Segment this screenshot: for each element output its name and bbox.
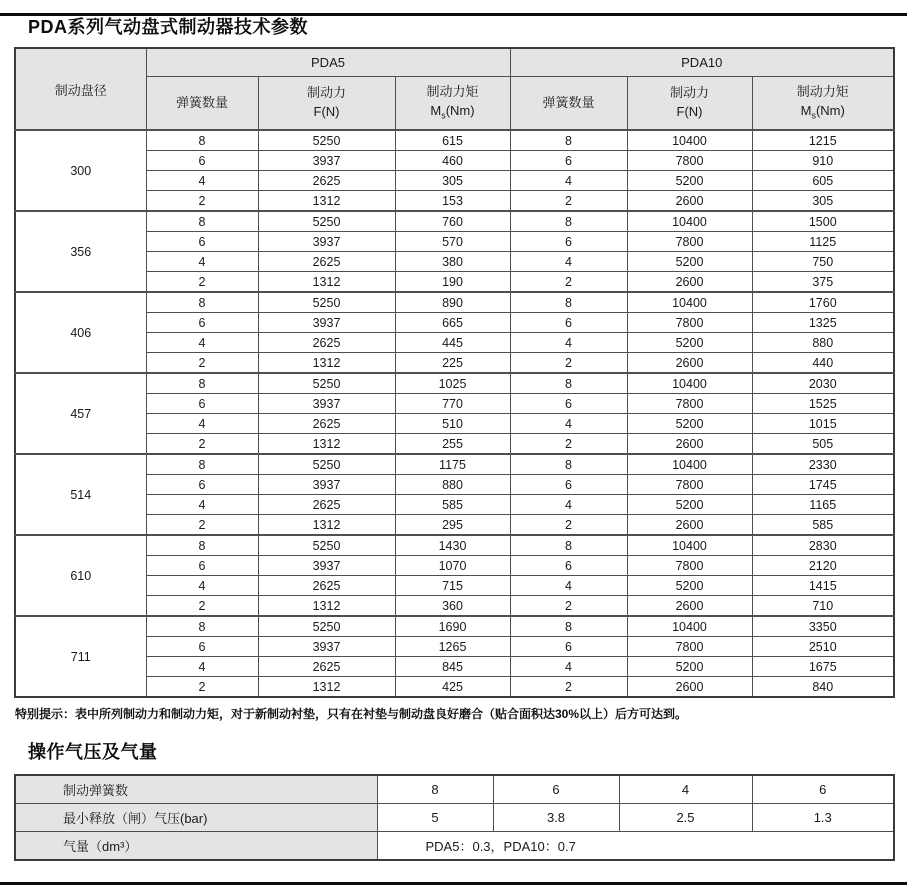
brake-force-header [258,77,395,131]
data-row [15,556,894,576]
brake-force-cell: 10400 [627,373,752,394]
brake-force-cell: 1312 [258,677,395,698]
value-cell: 2.5 [619,804,752,832]
spring-count-cell: 4 [146,414,258,434]
data-row [15,191,894,212]
brake-torque-cell: 890 [395,292,510,313]
brake-torque-cell: 1690 [395,616,510,637]
brake-torque-cell: 585 [395,495,510,515]
brake-force-cell: 2600 [627,596,752,617]
row-label: 最小释放（闸）气压(bar) [15,804,377,832]
value-cell: 8 [377,775,493,804]
brake-force-cell: 2625 [258,252,395,272]
row-label: 气量（dm³） [15,832,377,861]
spring-count-cell: 4 [146,171,258,191]
brake-torque-cell: 760 [395,211,510,232]
diameter-cell: 514 [15,454,146,535]
brake-torque-cell: 2030 [752,373,894,394]
brake-torque-cell: 305 [395,171,510,191]
brake-torque-cell: 1125 [752,232,894,252]
spring-count-cell: 6 [146,556,258,576]
brake-force-cell: 10400 [627,130,752,151]
spring-count-cell: 6 [510,232,627,252]
spring-count-cell: 6 [510,556,627,576]
corner-header: 制动盘径 [15,48,146,130]
spring-count-cell: 4 [510,333,627,353]
brake-force-cell: 5250 [258,616,395,637]
spring-count-cell: 4 [510,576,627,596]
data-row [15,576,894,596]
brake-force-cell: 10400 [627,211,752,232]
brake-torque-cell: 665 [395,313,510,333]
brake-torque-cell: 1415 [752,576,894,596]
spring-count-cell: 6 [146,151,258,171]
parameters-table-header [15,48,894,130]
brake-force-cell: 5200 [627,252,752,272]
data-row [15,535,894,556]
data-row [15,211,894,232]
brake-force-cell: 3937 [258,637,395,657]
brake-force-cell: 3937 [258,394,395,414]
value-cell: 6 [493,775,619,804]
air-volume-row [15,832,894,861]
brake-torque-cell: 1525 [752,394,894,414]
data-row [15,171,894,191]
data-row [15,677,894,698]
brake-force-cell: 10400 [627,535,752,556]
data-row [15,475,894,495]
data-row [15,414,894,434]
brake-torque-cell: 615 [395,130,510,151]
brake-torque-cell: 190 [395,272,510,293]
brake-torque-cell: 1760 [752,292,894,313]
brake-force-cell: 2625 [258,171,395,191]
brake-torque-cell: 305 [752,191,894,212]
data-row [15,313,894,333]
spring-count-cell: 6 [146,475,258,495]
min-release-pressure-row [15,804,894,832]
data-row [15,454,894,475]
spring-count-cell: 2 [146,191,258,212]
brake-torque-header [752,77,894,131]
section-title-pressure: 操作气压及气量 [28,742,158,762]
value-cell: 4 [619,775,752,804]
footnote: 特别提示：表中所列制动力和制动力矩，对于新制动衬垫，只有在衬垫与制动盘良好磨合（贴合面积达30%以上）后方可达到。 [15,707,688,721]
spring-count-cell: 2 [146,353,258,374]
data-row [15,353,894,374]
brake-torque-cell: 255 [395,434,510,455]
brake-torque-cell: 1015 [752,414,894,434]
brake-force-cell: 3937 [258,475,395,495]
pressure-table [14,774,895,861]
spring-count-cell: 6 [146,637,258,657]
spring-count-cell: 2 [146,434,258,455]
header-label: 弹簧数量 [542,94,595,110]
spring-count-cell: 8 [146,454,258,475]
brake-torque-cell: 510 [395,414,510,434]
spring-count-cell: 2 [146,272,258,293]
brake-force-cell: 5200 [627,171,752,191]
spring-count-cell: 8 [146,292,258,313]
brake-force-cell: 1312 [258,596,395,617]
brake-torque-cell: 770 [395,394,510,414]
brake-torque-cell: 153 [395,191,510,212]
spring-count-cell: 2 [146,515,258,536]
data-row [15,130,894,151]
spring-count-cell: 4 [146,252,258,272]
brake-force-cell: 3937 [258,151,395,171]
data-row [15,272,894,293]
brake-force-cell: 5250 [258,454,395,475]
brake-force-cell: 5200 [627,657,752,677]
brake-torque-cell: 225 [395,353,510,374]
spring-count-cell: 8 [510,211,627,232]
brake-force-cell: 5200 [627,333,752,353]
spring-count-cell: 4 [146,495,258,515]
brake-torque-cell: 1175 [395,454,510,475]
data-row [15,232,894,252]
spring-count-cell: 4 [510,657,627,677]
spring-count-header [146,77,258,131]
spring-count-cell: 8 [510,535,627,556]
pda10-group-header: PDA10 [510,48,894,77]
brake-force-cell: 5250 [258,535,395,556]
spring-count-cell: 4 [510,495,627,515]
parameters-table-body [15,130,894,697]
brake-torque-cell: 3350 [752,616,894,637]
header-label: 制动力矩 [796,84,849,100]
pda5-group-header: PDA5 [146,48,510,77]
brake-force-cell: 2600 [627,353,752,374]
brake-torque-cell: 1070 [395,556,510,576]
header-unit: F(N) [676,104,703,119]
value-cell: 6 [752,775,894,804]
brake-force-cell: 5250 [258,373,395,394]
spring-count-cell: 4 [146,333,258,353]
brake-force-cell: 3937 [258,556,395,576]
spring-count-cell: 6 [510,313,627,333]
brake-force-cell: 7800 [627,475,752,495]
spring-count-cell: 8 [146,373,258,394]
brake-torque-cell: 425 [395,677,510,698]
brake-torque-cell: 1025 [395,373,510,394]
header-label: 制动力 [306,85,346,101]
spring-count-cell: 2 [510,677,627,698]
brake-torque-cell: 375 [752,272,894,293]
brake-torque-cell: 2330 [752,454,894,475]
brake-torque-cell: 2120 [752,556,894,576]
data-row [15,151,894,171]
data-row [15,292,894,313]
brake-torque-cell: 1430 [395,535,510,556]
parameters-table [14,47,895,698]
brake-force-cell: 7800 [627,637,752,657]
brake-torque-cell: 570 [395,232,510,252]
brake-force-cell: 2625 [258,333,395,353]
brake-torque-cell: 845 [395,657,510,677]
header-unit: $M_s(Nm)$ [430,103,475,121]
spring-count-cell: 4 [510,171,627,191]
header-unit: F(N) [313,104,340,119]
diameter-cell: 711 [15,616,146,697]
page [0,13,907,887]
spring-count-cell: 2 [510,434,627,455]
data-row [15,333,894,353]
brake-force-cell: 7800 [627,232,752,252]
data-row [15,515,894,536]
spring-count-cell: 2 [510,272,627,293]
brake-force-cell: 2625 [258,576,395,596]
brake-torque-cell: 840 [752,677,894,698]
spring-count-cell: 6 [510,475,627,495]
spring-count-cell: 8 [510,454,627,475]
brake-force-cell: 2600 [627,272,752,293]
spring-count-cell: 4 [146,576,258,596]
brake-torque-cell: 1500 [752,211,894,232]
spring-count-header [510,77,627,131]
brake-force-cell: 2600 [627,677,752,698]
spring-count-cell: 6 [146,232,258,252]
brake-force-cell: 3937 [258,232,395,252]
brake-torque-cell: 1745 [752,475,894,495]
diameter-cell: 457 [15,373,146,454]
brake-torque-cell: 1325 [752,313,894,333]
brake-torque-cell: 360 [395,596,510,617]
brake-torque-cell: 440 [752,353,894,374]
diameter-cell: 356 [15,211,146,292]
brake-force-cell: 1312 [258,272,395,293]
spring-count-cell: 2 [146,596,258,617]
data-row [15,434,894,455]
brake-torque-header [395,77,510,131]
brake-force-cell: 1312 [258,191,395,212]
brake-torque-cell: 1675 [752,657,894,677]
top-border-line [0,13,907,16]
spring-count-cell: 8 [146,535,258,556]
spring-count-cell: 6 [510,637,627,657]
brake-force-cell: 5250 [258,292,395,313]
brake-force-cell: 1312 [258,434,395,455]
brake-torque-cell: 445 [395,333,510,353]
row-label: 制动弹簧数 [15,775,377,804]
spring-count-cell: 6 [510,394,627,414]
brake-force-cell: 2600 [627,191,752,212]
spring-count-cell: 8 [146,211,258,232]
spring-count-cell: 2 [146,677,258,698]
brake-torque-cell: 1165 [752,495,894,515]
brake-force-cell: 3937 [258,313,395,333]
brake-torque-cell: 715 [395,576,510,596]
data-row [15,616,894,637]
brake-torque-cell: 2830 [752,535,894,556]
spring-count-cell: 8 [510,130,627,151]
brake-force-cell: 2625 [258,657,395,677]
brake-force-cell: 1312 [258,353,395,374]
spring-count-cell: 2 [510,191,627,212]
brake-force-cell: 7800 [627,556,752,576]
brake-force-cell: 2625 [258,495,395,515]
brake-force-cell: 10400 [627,292,752,313]
data-row [15,637,894,657]
spring-count-cell: 8 [510,292,627,313]
data-row [15,657,894,677]
value-cell: 5 [377,804,493,832]
air-volume-value: PDA5：0.3，PDA10：0.7 [377,832,894,861]
data-row [15,252,894,272]
brake-torque-cell: 605 [752,171,894,191]
spring-count-row [15,775,894,804]
spring-count-cell: 8 [146,616,258,637]
brake-torque-cell: 295 [395,515,510,536]
brake-torque-cell: 460 [395,151,510,171]
brake-force-cell: 2625 [258,414,395,434]
brake-force-header [627,77,752,131]
brake-force-cell: 7800 [627,313,752,333]
brake-force-cell: 2600 [627,515,752,536]
spring-count-cell: 6 [146,313,258,333]
brake-torque-cell: 1215 [752,130,894,151]
brake-torque-cell: 880 [752,333,894,353]
spring-count-cell: 4 [510,252,627,272]
group-header-row [15,48,894,77]
spring-count-cell: 6 [510,151,627,171]
brake-force-cell: 5200 [627,414,752,434]
page-title: PDA系列气动盘式制动器技术参数 [28,17,309,37]
header-label: 制动力矩 [426,84,479,100]
brake-force-cell: 7800 [627,394,752,414]
brake-force-cell: 5200 [627,495,752,515]
bottom-border-line [0,882,907,885]
spring-count-cell: 2 [510,353,627,374]
header-unit: $M_s(Nm)$ [800,103,845,121]
brake-force-cell: 5250 [258,130,395,151]
spring-count-cell: 8 [146,130,258,151]
data-row [15,596,894,617]
brake-torque-cell: 2510 [752,637,894,657]
spring-count-cell: 4 [510,414,627,434]
diameter-cell: 610 [15,535,146,616]
brake-torque-cell: 380 [395,252,510,272]
diameter-cell: 406 [15,292,146,373]
spring-count-cell: 2 [510,596,627,617]
brake-torque-cell: 585 [752,515,894,536]
brake-force-cell: 1312 [258,515,395,536]
brake-torque-cell: 1265 [395,637,510,657]
data-row [15,373,894,394]
brake-torque-cell: 910 [752,151,894,171]
brake-torque-cell: 880 [395,475,510,495]
data-row [15,394,894,414]
data-row [15,495,894,515]
brake-force-cell: 5200 [627,576,752,596]
spring-count-cell: 8 [510,616,627,637]
brake-force-cell: 10400 [627,454,752,475]
header-label: 制动力 [669,85,709,101]
diameter-cell: 300 [15,130,146,211]
spring-count-cell: 2 [510,515,627,536]
brake-force-cell: 7800 [627,151,752,171]
brake-torque-cell: 750 [752,252,894,272]
sub-header-row [15,77,894,131]
value-cell: 3.8 [493,804,619,832]
brake-force-cell: 2600 [627,434,752,455]
spring-count-cell: 6 [146,394,258,414]
brake-torque-cell: 710 [752,596,894,617]
header-label: 弹簧数量 [175,94,228,110]
spring-count-cell: 8 [510,373,627,394]
brake-force-cell: 10400 [627,616,752,637]
brake-force-cell: 5250 [258,211,395,232]
value-cell: 1.3 [752,804,894,832]
spring-count-cell: 4 [146,657,258,677]
brake-torque-cell: 505 [752,434,894,455]
